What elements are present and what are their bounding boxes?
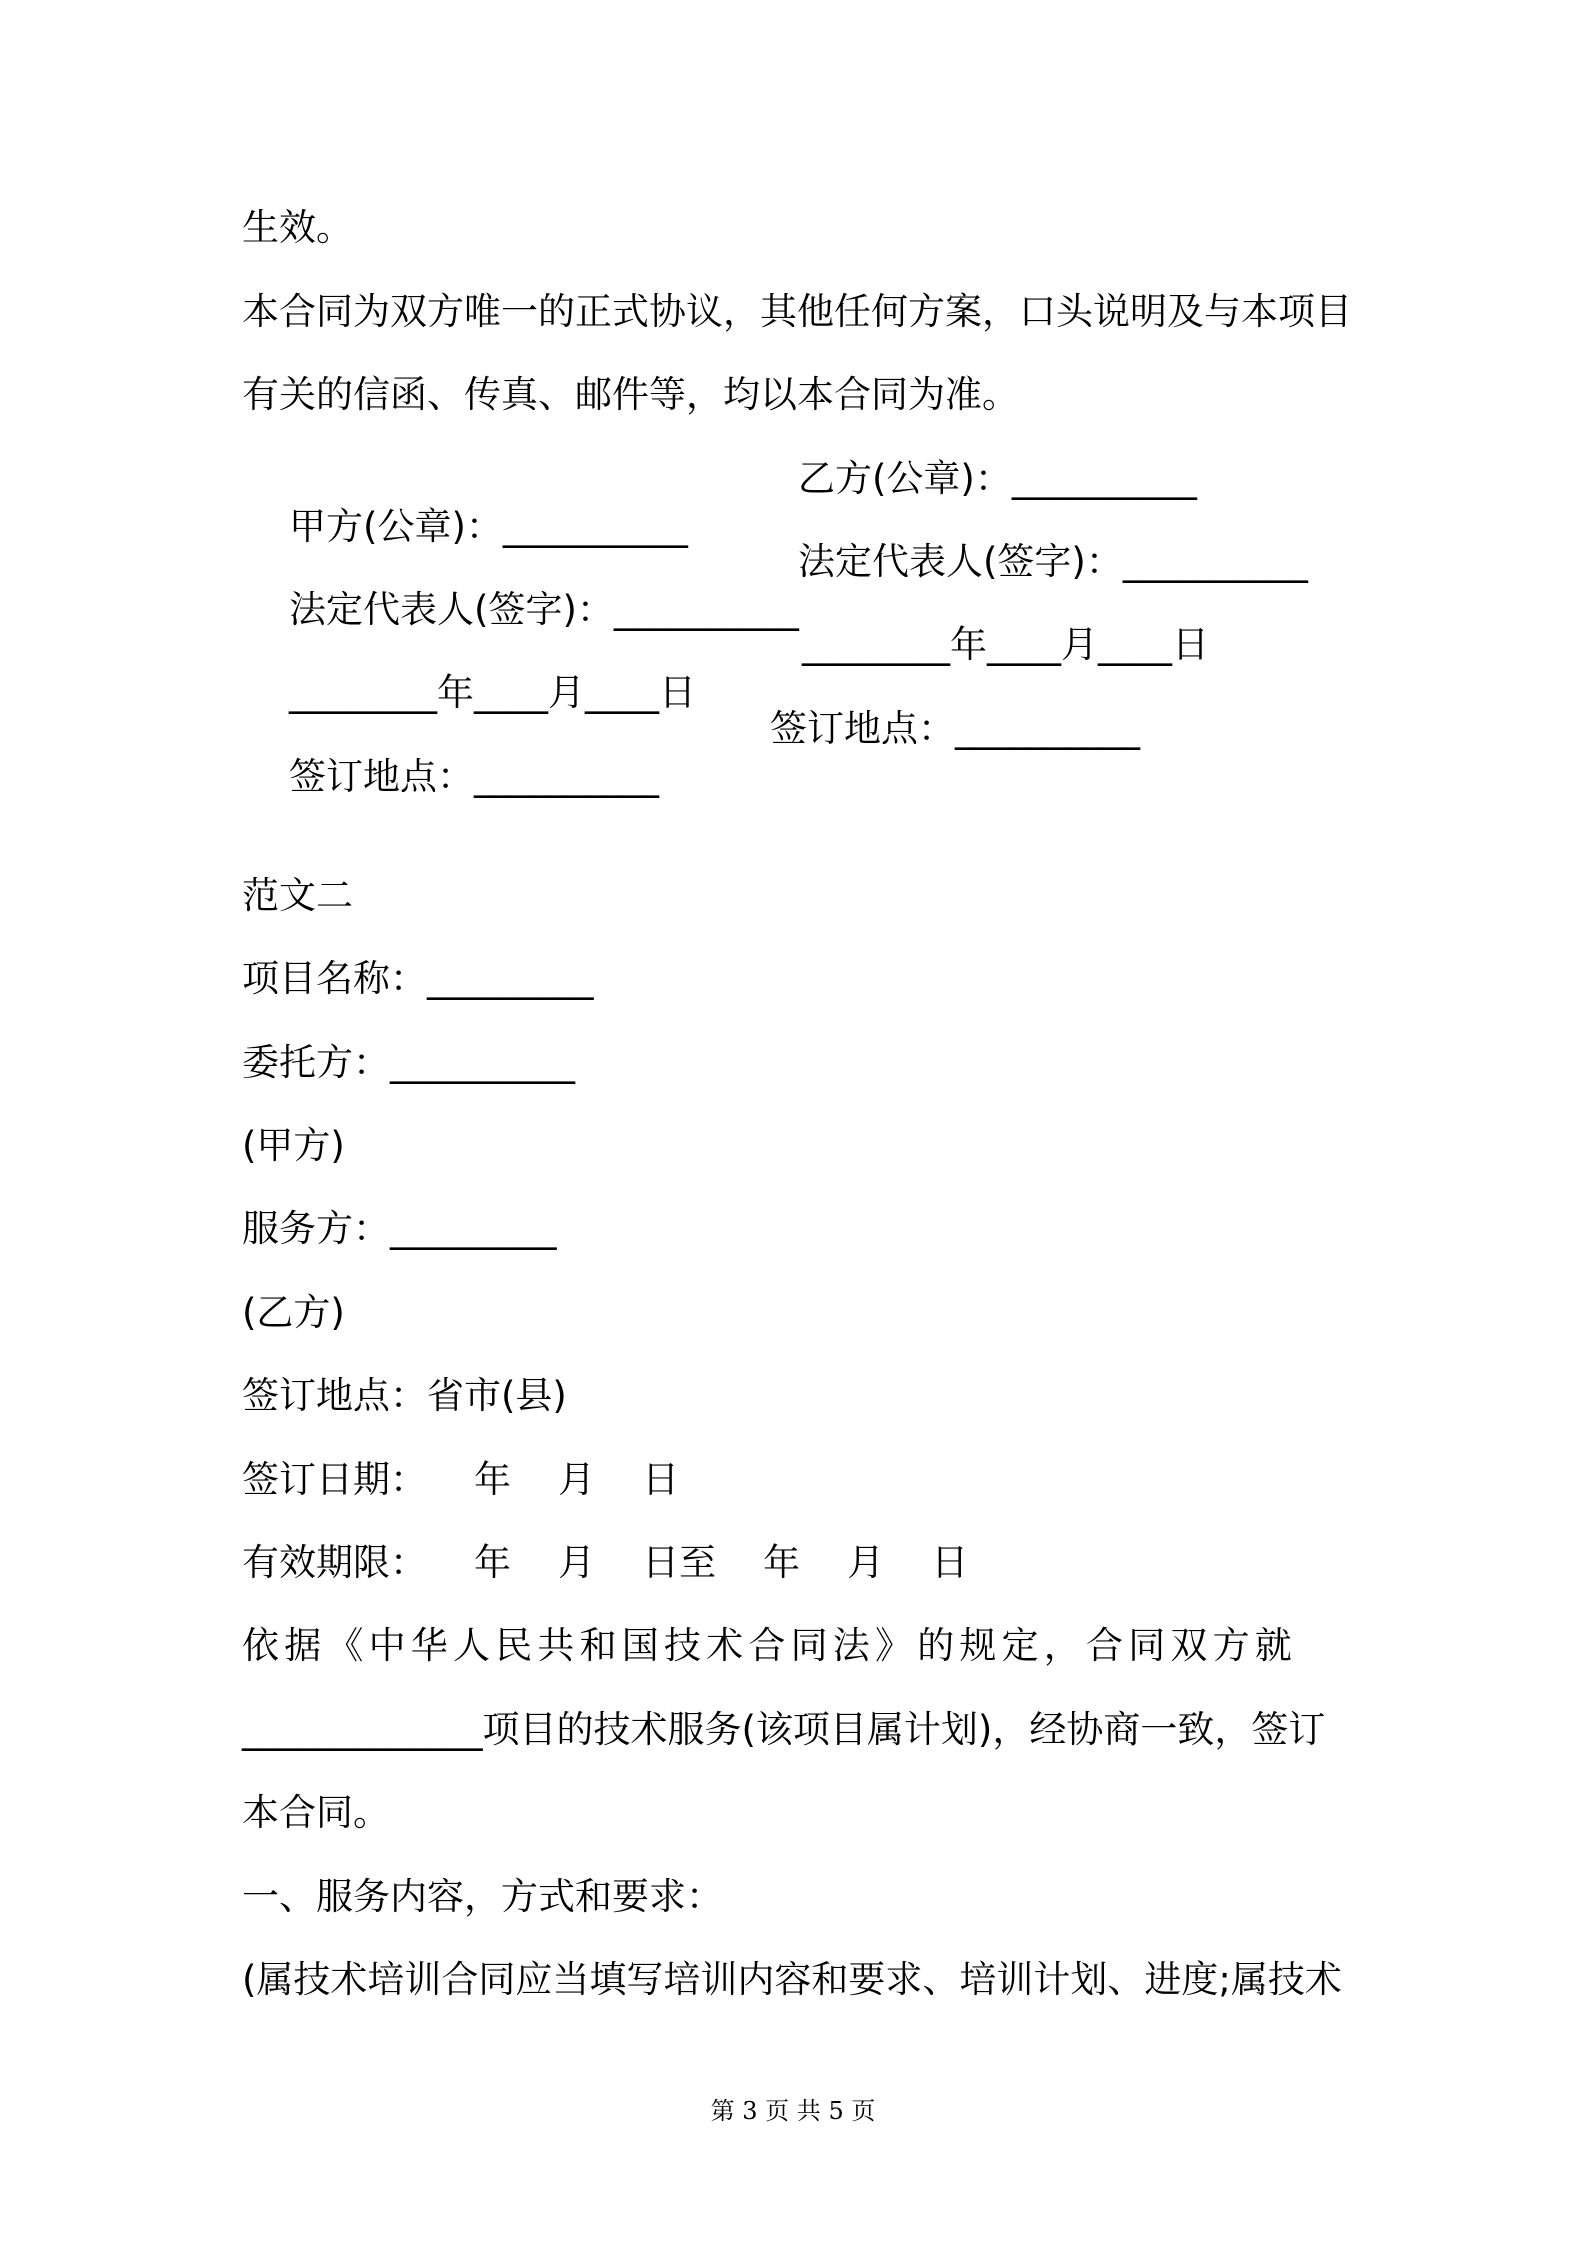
clause-1-body: (属技术培训合同应当填写培训内容和要求、培训计划、进度;属技术 bbox=[242, 1958, 1342, 2001]
section-heading: 范文二 bbox=[242, 874, 353, 917]
party-a-representative-field: 法定代表人(签字)：__________ bbox=[289, 588, 799, 631]
provider-role-label: (乙方) bbox=[242, 1291, 345, 1334]
text-line-sole-agreement-1: 本合同为双方唯一的正式协议，其他任何方案，口头说明及与本项目 bbox=[242, 290, 1352, 333]
sign-place-field: 签订地点：省市(县) bbox=[242, 1374, 567, 1417]
party-b-date-field: ________年____月____日 bbox=[802, 623, 1209, 666]
valid-period-field: 有效期限： 年 月 日至 年 月 日 bbox=[242, 1541, 969, 1584]
provider-field: 服务方：_________ bbox=[242, 1207, 557, 1250]
client-role-label: (甲方) bbox=[242, 1124, 345, 1167]
client-field: 委托方：__________ bbox=[242, 1041, 575, 1084]
party-b-seal-field: 乙方(公章)：__________ bbox=[798, 457, 1197, 500]
basis-line-2: _____________项目的技术服务(该项目属计划)，经协商一致，签订 bbox=[242, 1708, 1326, 1751]
party-a-date-field: ________年____月____日 bbox=[289, 671, 697, 714]
signature-row-place bbox=[242, 705, 1140, 897]
party-b-representative-field: 法定代表人(签字)：__________ bbox=[798, 540, 1308, 583]
sign-date-field: 签订日期： 年 月 日 bbox=[242, 1458, 680, 1501]
project-name-field: 项目名称：_________ bbox=[242, 957, 594, 1000]
text-line-effective: 生效。 bbox=[242, 206, 353, 249]
basis-line-1: 依据《中华人民共和国技术合同法》的规定，合同双方就 bbox=[242, 1624, 1297, 1667]
party-b-place-field: 签订地点：__________ bbox=[770, 707, 1140, 750]
clause-1-title: 一、服务内容，方式和要求： bbox=[242, 1875, 723, 1918]
party-a-seal-field: 甲方(公章)：__________ bbox=[289, 505, 688, 548]
page-number-footer: 第 3 页 共 5 页 bbox=[710, 2097, 876, 2125]
text-line-sole-agreement-2: 有关的信函、传真、邮件等，均以本合同为准。 bbox=[242, 373, 1019, 416]
basis-line-3: 本合同。 bbox=[242, 1791, 390, 1834]
party-a-place-field: 签订地点：__________ bbox=[289, 755, 660, 798]
